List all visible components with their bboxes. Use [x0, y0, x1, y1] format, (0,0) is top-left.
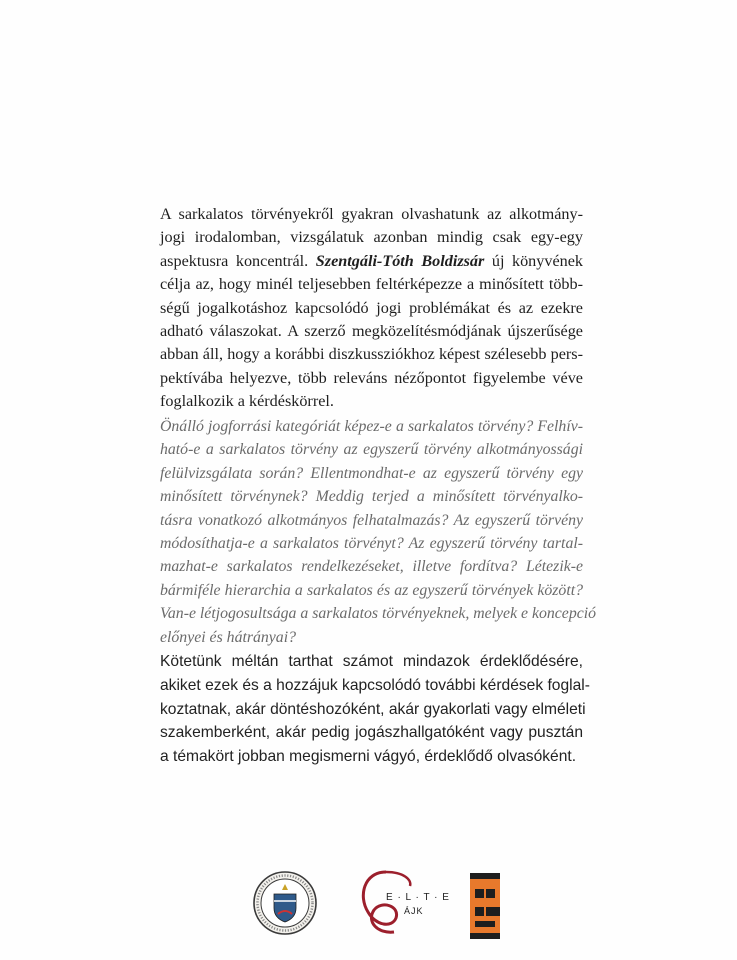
text-segment: aspektusra koncentrál. — [160, 251, 316, 270]
text-line: Kötetünk méltán tarthat számot mindazok érdeklődésére, — [160, 653, 583, 670]
text-line: koztatnak, akár döntéshozóként, akár gyakorlati vagy elméleti — [160, 700, 586, 718]
question-line: felülvizsgálata során? Ellentmondhat-e az egyszerű törvény egy — [160, 464, 583, 482]
text-line: foglalkozik a kérdéskörrel. — [160, 392, 334, 411]
publisher-logo — [470, 873, 500, 939]
question-line: előnyei és hátrányai? — [160, 628, 296, 646]
institute-seal-logo — [252, 870, 318, 936]
ajk-wordmark: ÁJK — [404, 906, 424, 916]
question-line: mazhat-e sarkalatos rendelkezéseket, illetve fordítva? Létezik-e — [160, 558, 583, 576]
text-line: A sarkalatos törvényekről gyakran olvashatunk az alkotmány- — [160, 205, 583, 223]
text-line: adható válaszokat. A szerző megközelítésmódjának újszerűsége — [160, 321, 583, 340]
elte-ajk-logo — [352, 866, 450, 938]
questions-paragraph — [160, 418, 597, 652]
question-line: bármiféle hierarchia a sarkalatos és az egyszerű törvények között? — [160, 581, 583, 599]
question-line: Van-e létjogosultsága a sarkalatos törvényeknek, melyek e koncepció — [160, 605, 597, 623]
text-line: célja az, hogy minél teljesebben feltérképezze a minősített több- — [160, 275, 583, 294]
intro-paragraph — [160, 205, 583, 416]
question-line: Önálló jogforrási kategóriát képez-e a sarkalatos törvény? Felhív- — [160, 418, 583, 435]
text-line: abban áll, hogy a korábbi diszkussziókhoz képest szélesebb pers- — [160, 345, 583, 364]
closing-paragraph — [160, 653, 590, 772]
text-segment: új könyvének — [484, 251, 584, 270]
text-line: pektívába helyezve, több releváns nézőpontot figyelembe véve — [160, 368, 583, 387]
text-line: jogi irodalomban, vizsgálatuk azonban mindig csak egy-egy — [160, 228, 583, 247]
question-line: tásra vonatkozó alkotmányos felhatalmazás? Az egyszerű törvény — [160, 511, 583, 529]
text-line: ségű jogalkotáshoz kapcsolódó jogi problémákat és az ezekre — [160, 298, 583, 317]
question-line: módosíthatja-e a sarkalatos törvényt? Az egyszerű törvény tartal- — [160, 534, 583, 552]
question-line: ható-e a sarkalatos törvény az egyszerű törvény alkotmányossági — [160, 441, 583, 459]
text-line: szakemberként, akár pedig jogászhallgatóként vagy pusztán — [160, 724, 583, 742]
logo-row — [0, 866, 737, 946]
text-line: akiket ezek és a hozzájuk kapcsolódó további kérdések foglal- — [160, 676, 590, 694]
question-line: minősített törvénynek? Meddig terjed a minősített törvényalko- — [160, 488, 583, 506]
text-line — [160, 252, 583, 275]
author-name: Szentgáli-Tóth Boldizsár — [315, 251, 485, 270]
elte-wordmark: E · L · T · E — [386, 892, 450, 903]
text-line: a témakört jobban megismerni vágyó, érdeklődő olvasóként. — [160, 748, 577, 766]
